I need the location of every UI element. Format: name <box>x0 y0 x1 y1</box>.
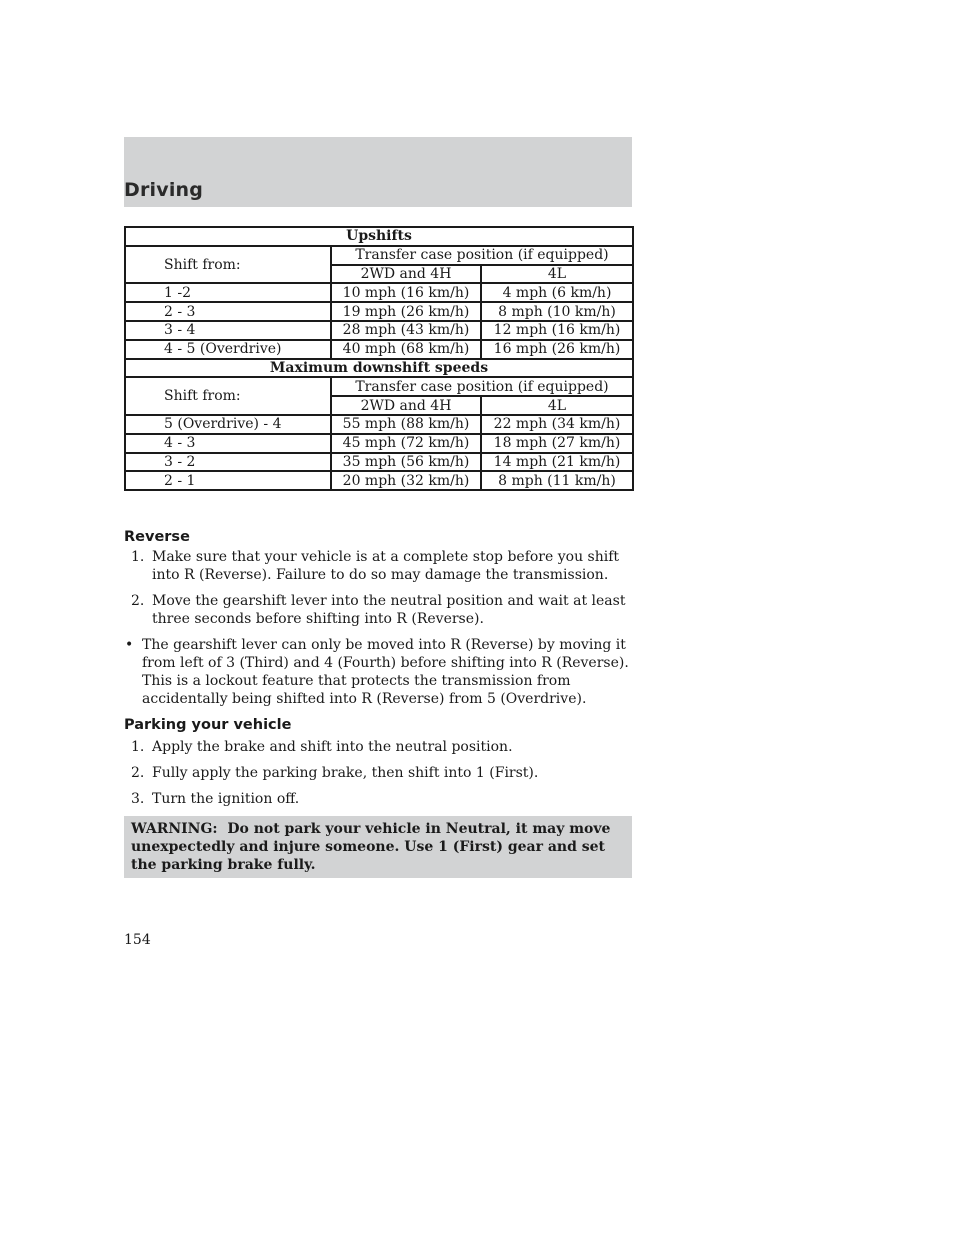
bullet-line: The gearshift lever can only be moved into R (Reverse) by moving it <box>142 637 626 653</box>
list-item-line: three seconds before shifting into R (Reverse). <box>152 611 484 627</box>
warning-line: unexpectedly and injure someone. Use 1 (First) gear and set <box>131 839 606 855</box>
upshifts-col-2wd: 2WD and 4H <box>331 265 481 284</box>
parking-list <box>124 738 644 816</box>
speed-2wd-cell: 55 mph (88 km/h) <box>331 415 481 434</box>
shift-cell: 3 - 4 <box>125 321 331 340</box>
list-item <box>124 790 644 808</box>
bullet-line: from left of 3 (Third) and 4 (Fourth) before shifting into R (Reverse). <box>142 655 629 671</box>
upshifts-col-4l: 4L <box>481 265 633 284</box>
table-row <box>125 415 633 434</box>
speed-4l-cell: 14 mph (21 km/h) <box>481 453 633 472</box>
table-row <box>125 283 633 302</box>
shift-cell: 3 - 2 <box>125 453 331 472</box>
list-item <box>124 738 644 756</box>
section-title: Driving <box>124 179 204 201</box>
list-item-number: 2. <box>131 765 145 781</box>
list-item <box>124 764 644 782</box>
list-item-line: Turn the ignition off. <box>152 791 300 807</box>
speed-2wd-cell: 20 mph (32 km/h) <box>331 471 481 490</box>
upshifts-shift-from-label: Shift from: <box>125 246 331 284</box>
downshifts-title-row <box>125 359 633 378</box>
speed-4l-cell: 8 mph (10 km/h) <box>481 302 633 321</box>
parking-heading: Parking your vehicle <box>124 717 292 733</box>
shift-cell: 4 - 5 (Overdrive) <box>125 340 331 359</box>
upshifts-header-row <box>125 246 633 265</box>
list-item <box>124 592 644 628</box>
downshifts-col-2wd: 2WD and 4H <box>331 396 481 415</box>
speed-2wd-cell: 19 mph (26 km/h) <box>331 302 481 321</box>
table-row <box>125 471 633 490</box>
upshifts-title-row <box>125 227 633 246</box>
speed-2wd-cell: 28 mph (43 km/h) <box>331 321 481 340</box>
downshifts-transfer-case-header: Transfer case position (if equipped) <box>331 377 633 396</box>
downshifts-col-4l: 4L <box>481 396 633 415</box>
page-number: 154 <box>124 932 151 948</box>
shift-cell: 2 - 3 <box>125 302 331 321</box>
bullet-line: accidentally being shifted into R (Reverse) from 5 (Overdrive). <box>142 691 587 707</box>
bullet-line: This is a lockout feature that protects the transmission from <box>142 673 571 689</box>
table-row <box>125 434 633 453</box>
list-item-line: Move the gearshift lever into the neutral position and wait at least <box>152 593 626 609</box>
shift-cell: 2 - 1 <box>125 471 331 490</box>
shift-cell: 1 -2 <box>125 283 331 302</box>
upshifts-title: Upshifts <box>125 227 633 246</box>
bullet-item <box>124 636 644 708</box>
downshifts-shift-from-label: Shift from: <box>125 377 331 415</box>
header-band <box>124 137 632 207</box>
speed-4l-cell: 12 mph (16 km/h) <box>481 321 633 340</box>
warning-line: the parking brake fully. <box>131 857 316 873</box>
speed-2wd-cell: 35 mph (56 km/h) <box>331 453 481 472</box>
upshifts-transfer-case-header: Transfer case position (if equipped) <box>331 246 633 265</box>
speed-4l-cell: 22 mph (34 km/h) <box>481 415 633 434</box>
table-row <box>125 302 633 321</box>
downshifts-header-row <box>125 377 633 396</box>
reverse-heading: Reverse <box>124 529 190 545</box>
table-row <box>125 453 633 472</box>
shift-speed-table <box>124 226 634 491</box>
reverse-list <box>124 548 644 708</box>
list-item-number: 2. <box>131 593 145 609</box>
list-item-line: Apply the brake and shift into the neutral position. <box>152 739 513 755</box>
list-item-line: into R (Reverse). Failure to do so may damage the transmission. <box>152 567 609 583</box>
list-item-line: Fully apply the parking brake, then shift into 1 (First). <box>152 765 539 781</box>
warning-box <box>124 816 632 878</box>
speed-4l-cell: 8 mph (11 km/h) <box>481 471 633 490</box>
list-item-line: Make sure that your vehicle is at a complete stop before you shift <box>152 549 620 565</box>
speed-2wd-cell: 40 mph (68 km/h) <box>331 340 481 359</box>
speed-4l-cell: 4 mph (6 km/h) <box>481 283 633 302</box>
bullet-symbol: • <box>125 637 134 653</box>
downshifts-title: Maximum downshift speeds <box>125 359 633 378</box>
speed-2wd-cell: 10 mph (16 km/h) <box>331 283 481 302</box>
speed-4l-cell: 18 mph (27 km/h) <box>481 434 633 453</box>
speed-4l-cell: 16 mph (26 km/h) <box>481 340 633 359</box>
table-row <box>125 321 633 340</box>
list-item-number: 3. <box>131 791 145 807</box>
shift-cell: 4 - 3 <box>125 434 331 453</box>
shift-cell: 5 (Overdrive) - 4 <box>125 415 331 434</box>
speed-2wd-cell: 45 mph (72 km/h) <box>331 434 481 453</box>
table-row <box>125 340 633 359</box>
list-item <box>124 548 644 584</box>
list-item-number: 1. <box>131 549 145 565</box>
warning-line: WARNING: Do not park your vehicle in Neutral, it may move <box>131 821 611 837</box>
list-item-number: 1. <box>131 739 145 755</box>
